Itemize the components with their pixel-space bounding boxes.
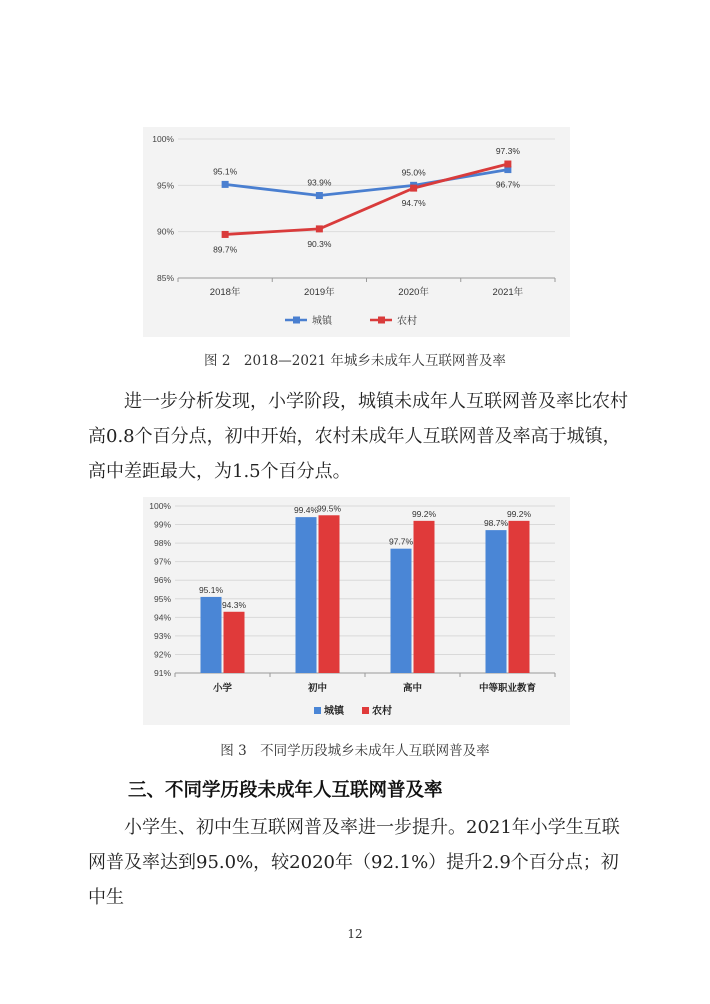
series-line-rural xyxy=(225,164,508,234)
bar-urban xyxy=(296,517,317,673)
data-label: 99.2% xyxy=(411,508,437,519)
x-tick-label: 2018年 xyxy=(209,287,241,298)
line-chart-figure xyxy=(143,127,570,337)
data-point xyxy=(316,225,323,232)
y-tick-label: 100% xyxy=(149,501,171,511)
legend-marker xyxy=(314,707,321,714)
section-heading: 三、不同学历段未成年人互联网普及率 xyxy=(128,780,443,801)
page-number: 12 xyxy=(347,927,363,941)
legend-label: 城镇 xyxy=(312,316,332,327)
data-label: 99.5% xyxy=(316,503,342,514)
bar-chart-figure xyxy=(143,497,570,725)
y-tick-label: 97% xyxy=(153,556,171,567)
bar-rural xyxy=(509,521,530,673)
legend-marker xyxy=(378,317,385,324)
legend-marker xyxy=(293,317,300,324)
data-label: 95.0% xyxy=(401,167,426,178)
x-tick-label: 高中 xyxy=(402,683,423,694)
x-tick-label: 2021年 xyxy=(492,287,524,298)
y-tick-label: 95% xyxy=(156,180,174,191)
figure2-caption: 图 2 2018—2021 年城乡未成年人互联网普及率 xyxy=(204,353,506,369)
data-point xyxy=(410,185,417,192)
data-label: 97.7% xyxy=(388,536,414,547)
y-tick-label: 96% xyxy=(153,575,171,586)
data-point xyxy=(316,192,323,199)
y-tick-label: 92% xyxy=(153,649,171,660)
y-tick-label: 94% xyxy=(153,612,171,623)
data-label: 93.9% xyxy=(307,177,332,188)
bar-chart xyxy=(143,497,570,725)
bar-rural xyxy=(319,515,340,673)
x-tick-label: 中等职业教育 xyxy=(478,683,537,694)
data-label: 98.7% xyxy=(483,518,509,529)
data-label: 96.7% xyxy=(495,179,520,190)
y-tick-label: 85% xyxy=(156,273,174,283)
data-label: 89.7% xyxy=(213,244,238,255)
body-paragraph-2: 小学生、初中生互联网普及率进一步提升。2021年小学生互联网普及率达到95.0%，较2020年（92.1%）提升2.9个百分点；初中生 xyxy=(88,817,620,908)
y-tick-label: 95% xyxy=(153,593,171,604)
bar-urban xyxy=(391,549,412,673)
bar-urban xyxy=(486,530,507,673)
data-point xyxy=(222,231,229,238)
legend-label: 城镇 xyxy=(324,706,344,717)
y-tick-label: 100% xyxy=(152,134,174,144)
data-point xyxy=(222,181,229,188)
x-tick-label: 小学 xyxy=(212,683,233,694)
data-label: 90.3% xyxy=(307,238,332,249)
y-tick-label: 93% xyxy=(153,630,171,641)
legend-label: 农村 xyxy=(372,706,392,717)
line-chart xyxy=(143,127,570,337)
legend-marker xyxy=(362,707,369,714)
y-tick-label: 98% xyxy=(153,538,171,549)
x-tick-label: 2019年 xyxy=(304,287,335,298)
bar-urban xyxy=(201,597,222,673)
x-tick-label: 初中 xyxy=(307,683,328,694)
data-label: 95.1% xyxy=(213,166,238,177)
legend-label: 农村 xyxy=(397,316,417,327)
data-label: 95.1% xyxy=(198,584,224,595)
data-label: 99.2% xyxy=(506,508,532,519)
y-tick-label: 91% xyxy=(153,668,171,678)
bar-rural xyxy=(414,521,435,673)
data-point xyxy=(504,161,511,168)
bar-rural xyxy=(224,612,245,673)
y-tick-label: 99% xyxy=(153,519,171,530)
body-paragraph-1: 进一步分析发现，小学阶段，城镇未成年人互联网普及率比农村高0.8个百分点，初中开始，农村未成年人互联网普及率高于城镇，高中差距最大，为1.5个百分点。 xyxy=(88,391,628,482)
figure3-caption: 图 3 不同学历段城乡未成年人互联网普及率 xyxy=(220,743,490,759)
y-tick-label: 90% xyxy=(156,226,174,237)
data-label: 99.4% xyxy=(293,505,319,516)
x-tick-label: 2020年 xyxy=(398,287,429,298)
data-label: 94.3% xyxy=(221,599,247,610)
data-label: 94.7% xyxy=(401,198,426,209)
data-label: 97.3% xyxy=(495,146,520,157)
